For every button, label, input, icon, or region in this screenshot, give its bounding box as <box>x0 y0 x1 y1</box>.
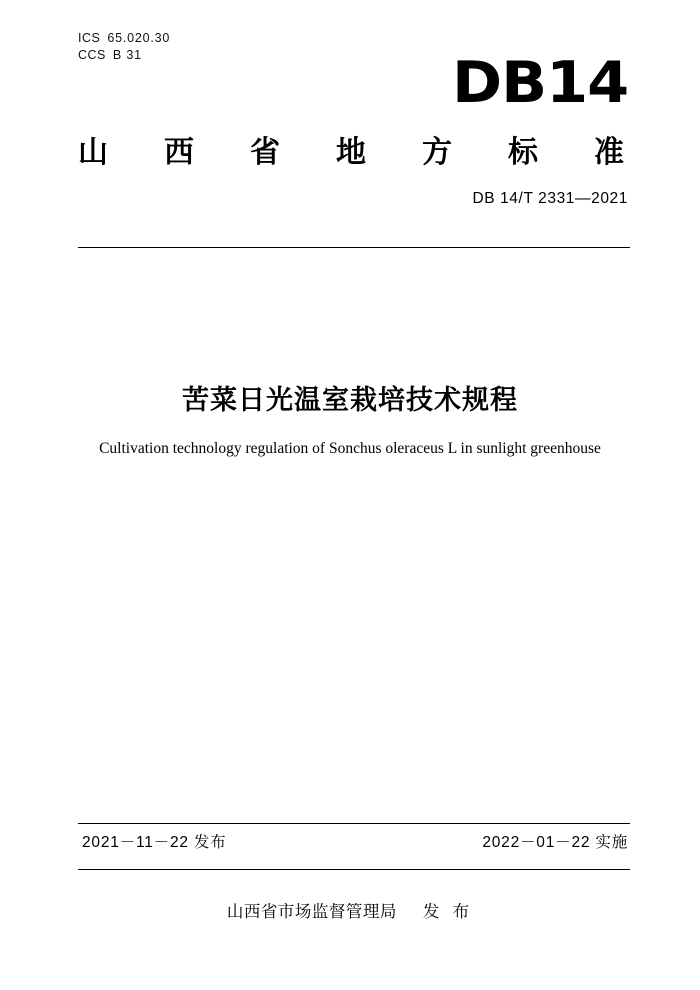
publisher-name: 山西省市场监督管理局 <box>226 902 397 921</box>
ics-value: 65.020.30 <box>107 31 171 45</box>
ccs-value: B 31 <box>112 48 142 62</box>
title-char-6: 准 <box>594 135 624 170</box>
ics-label: ICS <box>78 31 101 45</box>
footer-divider-lower <box>78 869 630 870</box>
publisher-verb: 发 布 <box>422 902 474 921</box>
ccs-label: CCS <box>78 48 106 62</box>
issue-date: 2021－11－22 发布 <box>82 834 227 851</box>
db14-mark: DB14 <box>451 50 628 116</box>
document-title-cn: 苦菜日光温室栽培技术规程 <box>182 385 518 416</box>
implementation-date: 2022－01－22 实施 <box>482 834 628 851</box>
publisher <box>0 898 700 922</box>
ccs-line <box>78 47 170 64</box>
title-char-4: 方 <box>422 135 452 170</box>
title-char-5: 标 <box>508 135 538 170</box>
title-char-3: 地 <box>336 135 366 170</box>
header-divider <box>78 247 630 248</box>
title-char-2: 省 <box>250 135 280 170</box>
footer-divider-upper <box>78 823 630 824</box>
standard-number: DB 14/T 2331—2021 <box>472 190 628 207</box>
document-title-en: Cultivation technology regulation of Sonchus oleraceus L in sunlight greenhouse <box>99 440 601 457</box>
ics-block <box>78 30 170 64</box>
title-char-1: 西 <box>164 135 194 170</box>
ics-line <box>78 30 170 47</box>
standard-title-cn <box>78 127 624 171</box>
title-char-0: 山 <box>78 135 108 170</box>
